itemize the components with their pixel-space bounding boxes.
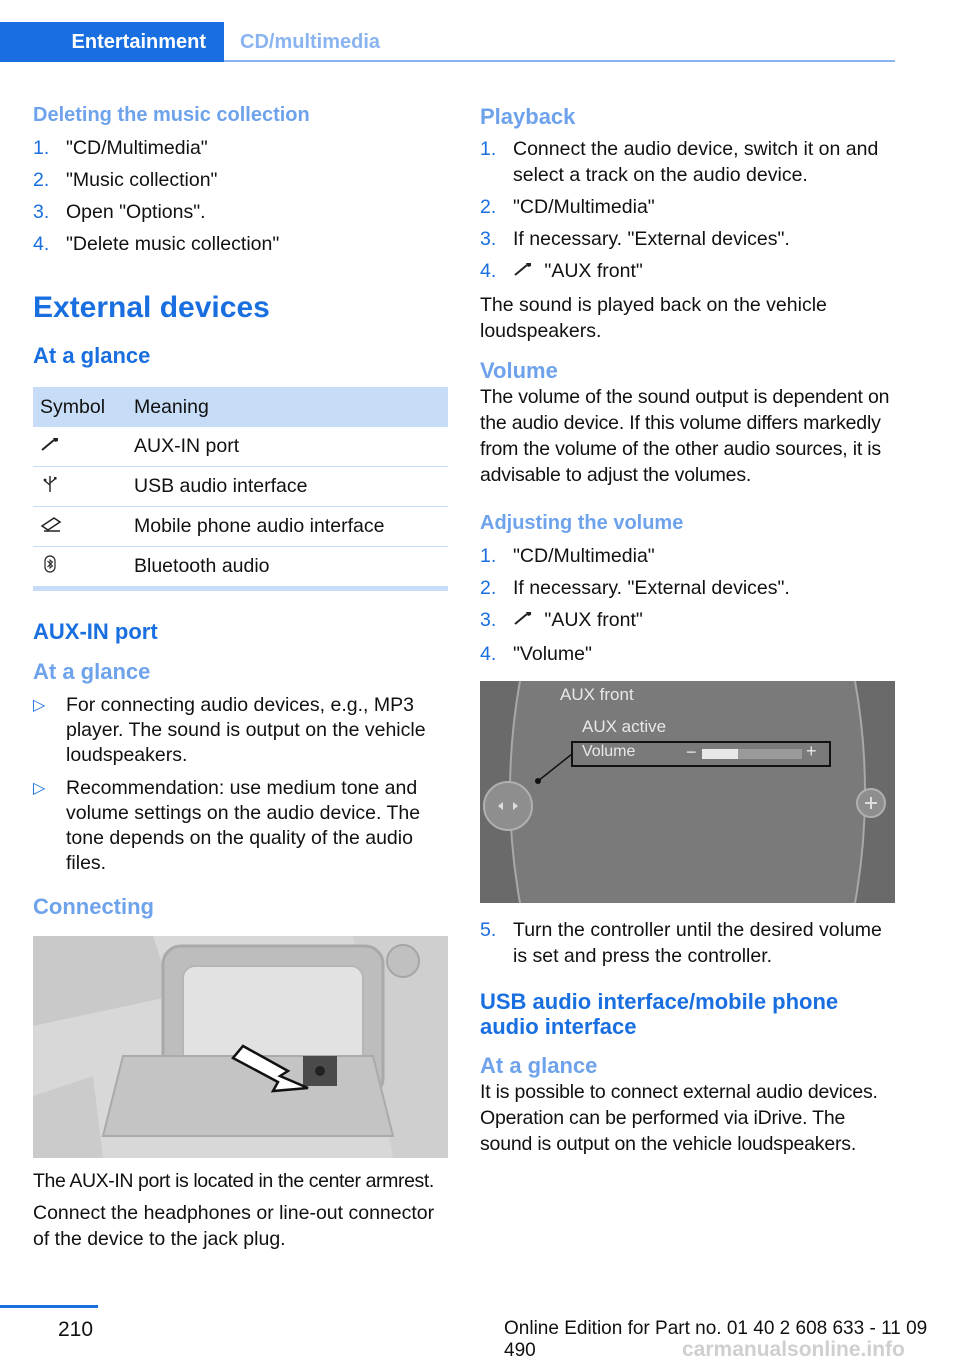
aux-in-heading: AUX-IN port xyxy=(33,619,158,644)
meaning-cell: AUX-IN port xyxy=(127,427,448,467)
right-column xyxy=(480,100,895,1157)
meaning-cell: Mobile phone audio interface xyxy=(127,507,448,547)
page-header xyxy=(0,22,895,62)
usb-at-a-glance-heading: At a glance xyxy=(480,1053,598,1078)
list-item: 3. "AUX front" xyxy=(480,607,895,635)
adjusting-heading: Adjusting the volume xyxy=(480,512,684,534)
screen-status: AUX active xyxy=(582,717,667,736)
list-item: 1. "CD/Multimedia" xyxy=(33,137,208,159)
armrest-photo xyxy=(33,936,448,1158)
symbol-table xyxy=(33,387,448,591)
meaning-cell: USB audio interface xyxy=(127,467,448,507)
volume-heading: Volume xyxy=(480,358,558,383)
footer-rule xyxy=(0,1305,98,1308)
idrive-screen-image xyxy=(480,681,895,903)
edition-text: Online Edition for Part no. 01 40 2 608 633 - 11 09 490 xyxy=(504,1318,928,1361)
tab-entertainment[interactable]: Entertainment xyxy=(0,22,224,62)
connecting-heading: Connecting xyxy=(33,894,154,919)
playback-heading: Playback xyxy=(480,104,576,129)
header-rule xyxy=(224,60,895,62)
list-item: 1. "CD/Multimedia" xyxy=(480,545,655,567)
caption-connect: Connect the headphones or line-out connector of the device to the jack plug. xyxy=(33,1202,435,1250)
list-item: 4. "AUX front" xyxy=(480,258,895,286)
list-item: ▷ For connecting audio devices, e.g., MP3 player. The sound is output on the vehicle loudspeakers. xyxy=(33,694,426,766)
aux-plug-icon xyxy=(513,609,533,635)
bluetooth-icon xyxy=(40,555,60,578)
volume-plus: + xyxy=(806,741,817,761)
aux-at-a-glance-heading: At a glance xyxy=(33,659,151,684)
table-row xyxy=(33,427,448,467)
playback-note: The sound is played back on the vehicle loudspeakers. xyxy=(480,294,827,342)
adjust-step-5 xyxy=(480,917,895,969)
aux-plug-icon xyxy=(513,260,533,286)
adjust-steps xyxy=(480,543,895,667)
col-symbol-header: Symbol xyxy=(33,387,127,427)
page-number: 210 xyxy=(58,1318,94,1341)
list-item: 3. Open "Options". xyxy=(33,201,206,223)
tab-cd-multimedia[interactable]: CD/multimedia xyxy=(240,31,381,53)
screen-title: AUX front xyxy=(560,685,634,704)
table-row xyxy=(33,467,448,507)
caption-location: The AUX-IN port is located in the center armrest. xyxy=(33,1170,434,1192)
deleting-heading: Deleting the music collection xyxy=(33,104,310,126)
list-item: 2. "Music collection" xyxy=(33,169,218,191)
list-item: 5. Turn the controller until the desired volume is set and press the controller. xyxy=(480,919,882,967)
list-item: 2. "CD/Multimedia" xyxy=(480,196,655,218)
playback-steps xyxy=(480,136,895,286)
list-item: 1. Connect the audio device, switch it on and select a track on the audio device. xyxy=(480,138,879,186)
volume-text: The volume of the sound output is dependent on the audio device. If this volume differs markedly from the volume of the other audio sources, it is advisable to adjust the volumes. xyxy=(480,386,890,486)
usb-text: It is possible to connect external audio devices. Operation can be performed via iDrive. The sound is output on the vehicle loudspeakers. xyxy=(480,1081,878,1155)
usb-icon xyxy=(40,475,60,498)
list-item: 4. "Delete music collection" xyxy=(33,233,280,255)
at-a-glance-heading: At a glance xyxy=(33,343,151,368)
deleting-steps xyxy=(33,135,448,257)
col-meaning-header: Meaning xyxy=(127,387,448,427)
list-item: 2. If necessary. "External devices". xyxy=(480,577,790,599)
screen-volume-item: Volume xyxy=(582,743,636,760)
external-devices-title: External devices xyxy=(33,291,270,324)
left-column xyxy=(33,100,448,1252)
list-item: ▷ Recommendation: use medium tone and volume settings on the audio device. The tone depends on the quality of the audio files. xyxy=(33,777,421,874)
usb-heading: USB audio interface/mobile phone audio interface xyxy=(480,989,839,1039)
list-item: 4. "Volume" xyxy=(480,643,592,665)
meaning-cell: Bluetooth audio xyxy=(127,547,448,589)
phone-icon xyxy=(40,516,60,537)
volume-minus: − xyxy=(686,742,697,762)
table-row xyxy=(33,507,448,547)
table-row xyxy=(33,547,448,589)
aux-plug-icon xyxy=(40,436,60,457)
watermark: carmanualsonline.info xyxy=(682,1338,905,1361)
list-item: 3. If necessary. "External devices". xyxy=(480,228,790,250)
aux-bullets xyxy=(33,693,448,876)
